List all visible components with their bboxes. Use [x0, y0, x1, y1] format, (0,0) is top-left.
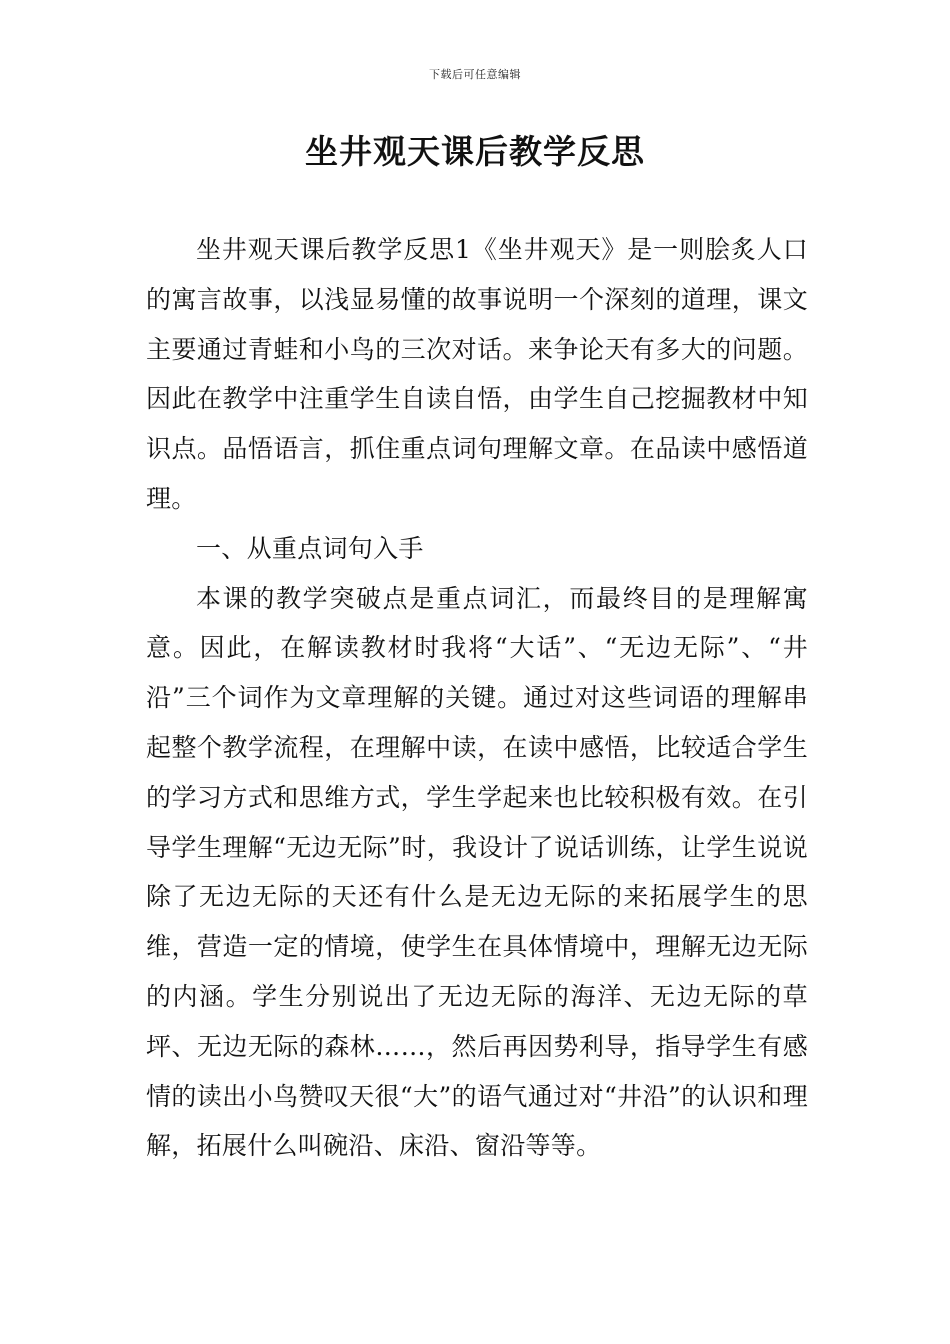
section-heading: 一、从重点词句入手 [196, 533, 424, 563]
document-body [146, 225, 808, 1171]
header-note: 下载后可任意编辑 [429, 68, 521, 81]
document-title: 坐井观天课后教学反思 [305, 132, 645, 171]
paragraph-section-1: 本课的教学突破点是重点词汇，而最终目的是理解寓意。因此，在解读教材时我将“大话”、“无边无际”、“井沿”三个词作为文章理解的关键。通过对这些词语的理解串起整个教学流程，在理解中读，在读中感悟，比较适合学生的学习方式和思维方式，学生学起来也比较积极有效。在引导学生理解“无边无际”时，我设计了说话训练，让学生说说除了无边无际的天还有什么是无边无际的来拓展学生的思维，营造一定的情境，使学生在具体情境中，理解无边无际的内涵。学生分别说出了无边无际的海洋、无边无际的草坪、无边无际的森林……，然后再因势利导，指导学生有感情的读出小鸟赞叹天很“大”的语气通过对“井沿”的认识和理解，拓展什么叫碗沿、床沿、窗沿等等。 [146, 583, 808, 1161]
paragraph-intro: 坐井观天课后教学反思1《坐井观天》是一则脍炙人口的寓言故事，以浅显易懂的故事说明一个深刻的道理，课文主要通过青蛙和小鸟的三次对话。来争论天有多大的问题。因此在教学中注重学生自读自悟，由学生自己挖掘教材中知识点。品悟语言，抓住重点词句理解文章。在品读中感悟道理。 [146, 235, 808, 513]
